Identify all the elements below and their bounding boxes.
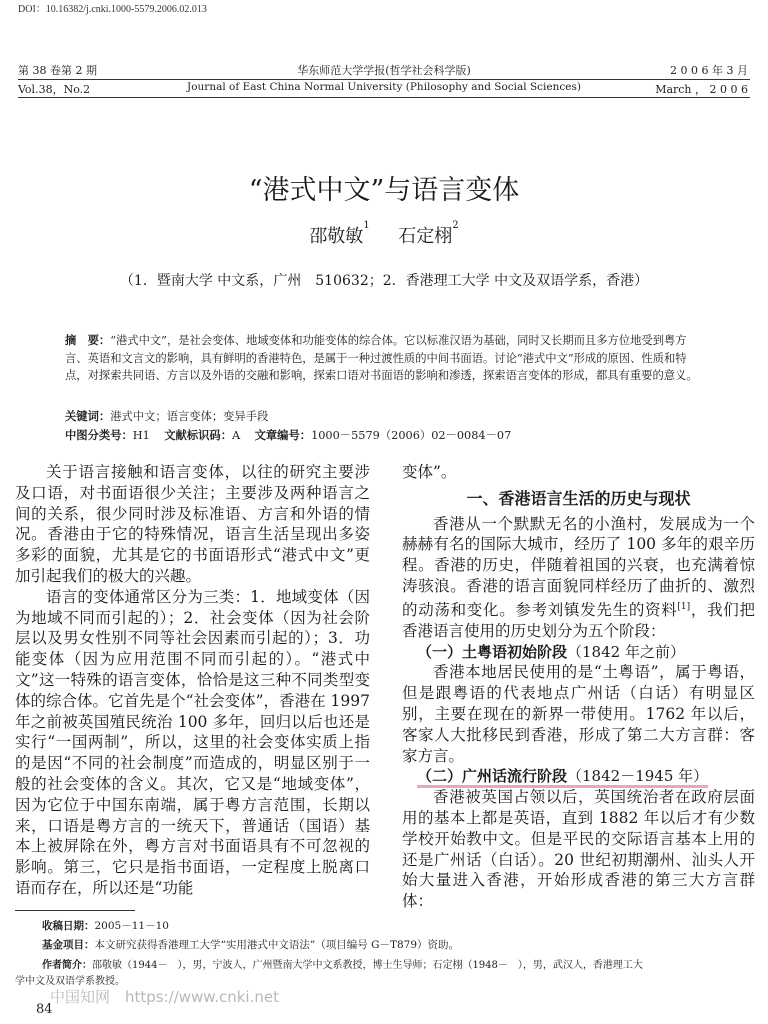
doi-line: DOI：10.16382/j.cnki.1000-5579.2006.02.013 — [18, 4, 207, 15]
footnote-text: 本文研究获得香港理工大学“实用港式中文语法”（项目编号 G－T879）资助。 — [94, 939, 460, 951]
subsection-heading — [402, 642, 755, 663]
abstract-text: “港式中文”，是社会变体、地域变体和功能变体的综合体。它以标准汉语为基础，同时又长期而且多方位地受到粤方言、英语和文言文的影响，具有鲜明的香港特色，是属于一种过渡性质的中间书面语。讨论“港式中文”形成的原因、性质和特点，对探索共同语、方言以及外语的交融和影响，探索口语对书面语的影响和渗透，探索语言变体的形成，都具有重要的意义。 — [65, 334, 698, 382]
volume-en: Vol.38，No.2 — [18, 83, 91, 96]
author-affil-mark: 2 — [452, 220, 459, 231]
article-number-value: 1000－5579（2006）02－0084－07 — [311, 429, 512, 442]
paragraph: 语言的变体通常区分为三类：1．地域变体（因为地域不同而引起的）；2．社会变体（因为社会阶层以及男女性别不同等社会因素而引起的）；3．功能变体（因为应用范围不同而引起的）。“港式中文”这一特殊的语言变体，恰恰是这三种不同类型变体的综合体。它首先是个“社会变体”，香港在 1997 年之前被英国殖民统治 100 多年，回归以后也还是实行“一国两制”，所以，这里的社会变体实质上指的是因“不同的社会制度”而造成的，明显区别于一般的社会变体的含义。其次，它又是“地域变体”，因为它位于中国东南端，属于粤方言范围，长期以来，口语是粤方言的一统天下，普通话（国语）基本上被屏除在外，粤方言对书面语具有不可忽视的影响。第三，它只是指书面语，一定程度上脱离口语而存在，所以还是“功能 — [15, 587, 370, 897]
footnote-label: 基金项目： — [42, 939, 95, 951]
author-line — [0, 222, 768, 248]
keywords — [65, 408, 268, 424]
paragraph-continuation: 变体”。 — [402, 463, 457, 481]
body-left-column — [15, 462, 370, 899]
abstract-label: 摘 要： — [65, 334, 111, 347]
subsection-label: （二）广州话流行阶段 — [417, 767, 568, 786]
keywords-text: 港式中文；语言变体；变异手段 — [110, 410, 269, 423]
footnote-author-cont: 学中文及双语学系教授。 — [15, 976, 125, 987]
body-right-column — [402, 462, 755, 912]
footnote-rule — [15, 910, 135, 911]
journal-title-en: Journal of East China Normal University (Philosophy and Social Sciences) — [187, 81, 581, 93]
header-rule-bottom — [18, 97, 750, 98]
classification-line — [65, 427, 511, 443]
clc-value: H1 — [132, 429, 150, 442]
subsection-year: （1842 年之前） — [567, 642, 685, 661]
doc-code-label: 文献标识码： — [164, 429, 233, 442]
issue-date-cn: 2 0 0 6 年 3 月 — [670, 64, 748, 77]
author-affil-mark: 1 — [363, 220, 370, 231]
paragraph-text: ，我们把香港语言使用的历史划分为五个阶段： — [402, 600, 755, 640]
keywords-label: 关键词： — [65, 410, 111, 423]
paragraph-text: 香港从一个默默无名的小渔村，发展成为一个赫赫有名的国际大城市，经历了 100 多年的艰辛历程。香港的历史，伴随着祖国的兴衰，也充满着惊涛骇浪。香港的语言面貌同样经历了曲折的、激烈的动荡和变化。参考刘镇发先生的资料 — [402, 514, 755, 619]
paragraph: 香港本地居民使用的是“土粤语”，属于粤语，但是跟粤语的代表地点广州话（白话）有明显区别，主要在现在的新界一带使用。1762 年以后，客家人大批移民到香港，形成了第二大方言群：客家方言。 — [402, 663, 755, 765]
author-name: 石定栩 — [398, 226, 453, 247]
abstract — [65, 332, 705, 385]
issue-date-en: March ， 2 0 0 6 — [655, 83, 748, 96]
subsection-label: （一）土粤语初始阶段 — [417, 642, 568, 661]
subsection-year: （1842－1945 年） — [567, 767, 709, 786]
affiliation: （1．暨南大学 中文系，广州 510632；2．香港理工大学 中文及双语学系，香港） — [119, 273, 649, 289]
cnki-watermark: 中国知网 https://www.cnki.net — [50, 988, 279, 1006]
footnote-label: 作者简介： — [42, 960, 92, 971]
page-number: 84 — [36, 1002, 53, 1017]
footnote-author — [42, 956, 643, 971]
footnote-received — [42, 918, 169, 933]
paragraph: 香港被英国占领以后，英国统治者在政府层面用的基本上都是英语，直到 1882 年以后才有少数学校开始教中文。但是平民的交际语言基本上用的还是广州话（白话）。20 世纪初期潮州、汕头人开始大量进入香港，开始形成香港的第三大方言群体： — [402, 788, 755, 911]
section-heading: 一、香港语言生活的历史与现状 — [466, 488, 691, 508]
volume-cn: 第 38 卷第 2 期 — [18, 64, 97, 77]
clc-label: 中图分类号： — [65, 429, 133, 442]
header-rule-top — [18, 79, 750, 80]
journal-title-cn: 华东师范大学学报(哲学社会科学版) — [297, 64, 471, 77]
subsection-heading — [402, 766, 755, 787]
doc-code-value: A — [232, 429, 241, 442]
author-name: 邵敬敏 — [309, 226, 364, 247]
article-number-label: 文章编号： — [254, 429, 312, 442]
article-title: “港式中文”与语言变体 — [248, 175, 520, 206]
paragraph: 关于语言接触和语言变体，以往的研究主要涉及口语，对书面语很少关注；主要涉及两种语言之间的关系，很少同时涉及标准语、方言和外语的情况。香港由于它的特殊情况，语言生活呈现出多姿多彩的面貌，尤其是它的书面语形式“港式中文”更加引起我们的极大的兴趣。 — [15, 463, 370, 585]
citation-ref: [1] — [677, 601, 691, 612]
footnote-label: 收稿日期： — [42, 920, 95, 932]
footnote-fund — [42, 937, 459, 952]
footnote-text: 2005－11－10 — [94, 920, 169, 932]
paragraph — [402, 514, 755, 642]
footnote-text: 邵敬敏（1944－ ），男，宁波人，广州暨南大学中文系教授，博士生导师；石定栩（1948－ ），男，武汉人，香港理工大 — [92, 960, 643, 971]
highlight-mark — [417, 767, 708, 788]
